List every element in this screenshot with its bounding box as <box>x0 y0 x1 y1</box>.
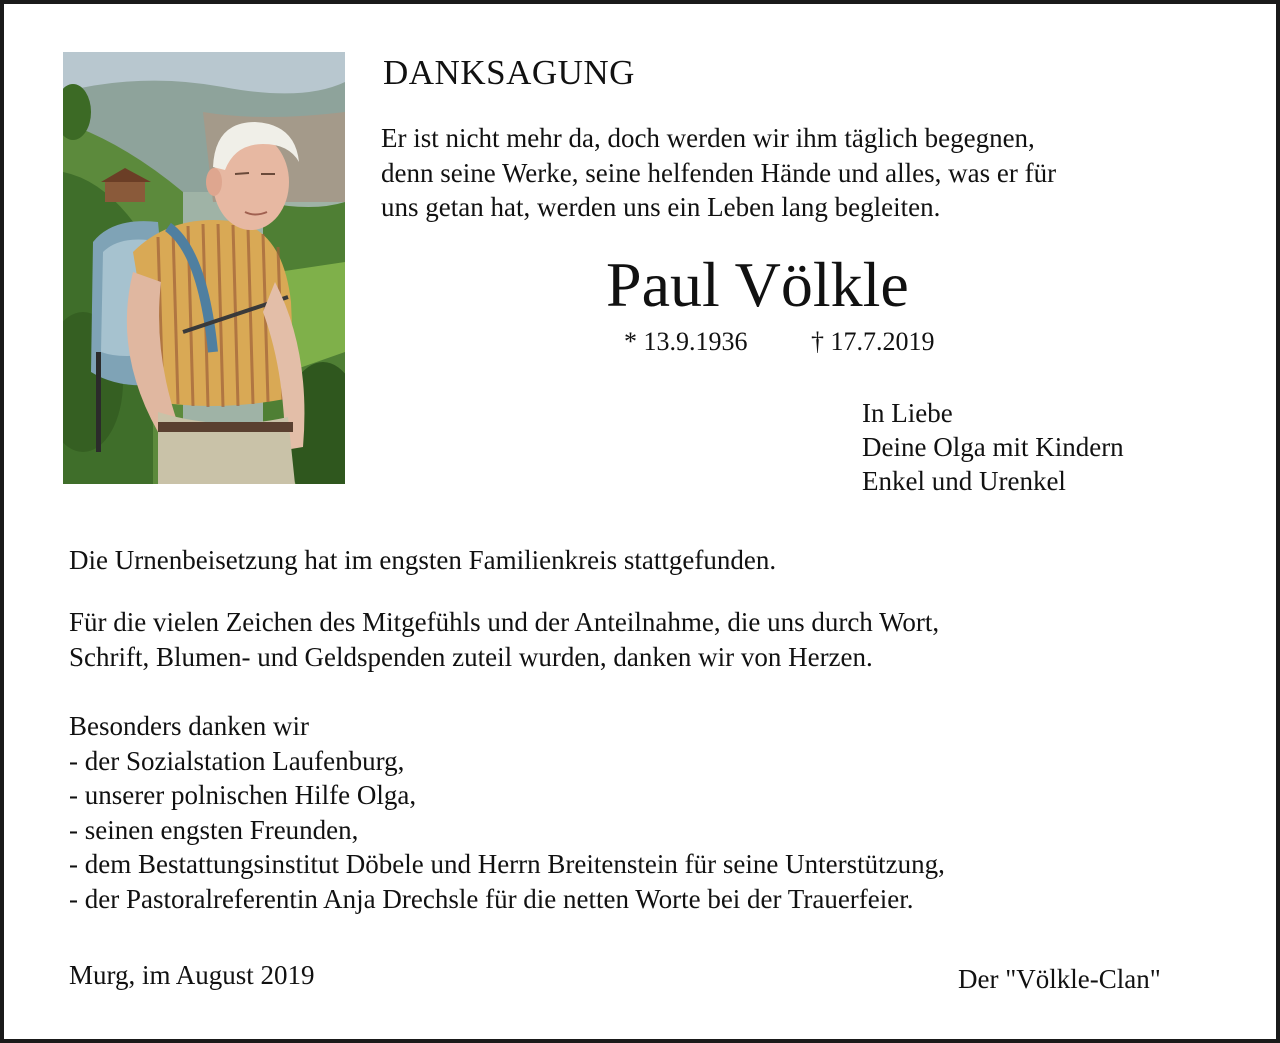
special-thanks-list <box>69 709 945 916</box>
list-item: - der Pastoralreferentin Anja Drechsle für die netten Worte bei der Trauerfeier. <box>69 883 914 914</box>
quote-line: uns getan hat, werden uns ein Leben lang begleiten. <box>381 192 941 222</box>
deceased-name: Paul Völkle <box>606 249 909 320</box>
signoff-line: Deine Olga mit Kindern <box>862 432 1124 462</box>
thanks-line: Schrift, Blumen- und Geldspenden zuteil wurden, danken wir von Herzen. <box>69 641 873 672</box>
list-item: - seinen engsten Freunden, <box>69 814 359 845</box>
burial-note: Die Urnenbeisetzung hat im engsten Familienkreis stattgefunden. <box>69 545 777 575</box>
list-item: - unserer polnischen Hilfe Olga, <box>69 780 417 810</box>
quote-line: denn seine Werke, seine helfenden Hände und alles, was er für <box>381 157 1057 188</box>
notice-heading: DANKSAGUNG <box>383 53 635 92</box>
death-date: † 17.7.2019 <box>811 327 935 356</box>
portrait-photo <box>63 52 345 484</box>
signoff-line: Enkel und Urenkel <box>862 466 1066 496</box>
list-item: - der Sozialstation Laufenburg, <box>69 745 405 776</box>
family-signoff <box>862 396 1124 498</box>
memorial-quote <box>381 121 1221 225</box>
special-thanks-intro: Besonders danken wir <box>69 711 309 741</box>
list-item: - dem Bestattungsinstitut Döbele und Herrn Breitenstein für seine Unterstützung, <box>69 849 945 879</box>
quote-line: Er ist nicht mehr da, doch werden wir ihm täglich begegnen, <box>381 123 1035 153</box>
family-signature: Der "Völkle-Clan" <box>958 964 1161 994</box>
thanks-line: Für die vielen Zeichen des Mitgefühls und der Anteilnahme, die uns durch Wort, <box>69 607 940 637</box>
place-date: Murg, im August 2019 <box>69 960 315 990</box>
thanks-paragraph <box>69 605 939 674</box>
signoff-line: In Liebe <box>862 398 953 428</box>
birth-date: * 13.9.1936 <box>624 327 748 356</box>
